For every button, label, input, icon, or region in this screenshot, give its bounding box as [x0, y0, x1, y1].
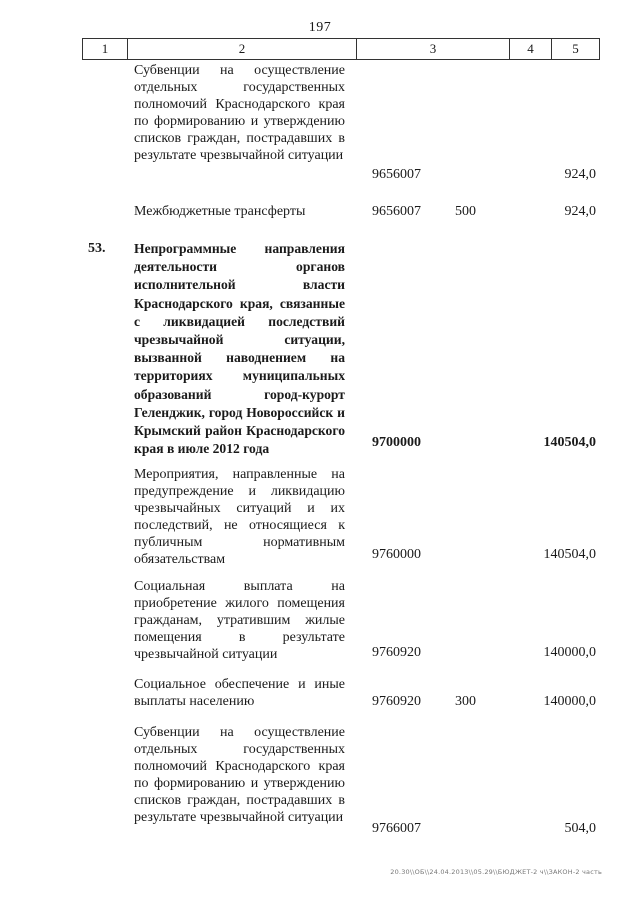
row-amount: 140504,0 [543, 435, 596, 450]
row-expense-type: 500 [455, 204, 476, 219]
row-amount: 504,0 [564, 821, 596, 836]
table-column-header [82, 38, 600, 60]
row-description: Субвенции на осуществление отдельных государственных полномочий Краснодарского края по формированию и утверждению списков граждан, пострадавших в результате чрезвычайной ситуации [134, 63, 345, 163]
row-target-code: 9760920 [372, 645, 421, 660]
row-target-code: 9766007 [372, 821, 421, 836]
row-number: 53. [88, 241, 106, 256]
row-description: Межбюджетные трансферты [134, 204, 306, 219]
page-number: 197 [308, 20, 332, 35]
row-target-code: 9656007 [372, 167, 421, 182]
row-description: Субвенции на осуществление отдельных государственных полномочий Краснодарского края по формированию и утверждению списков граждан, пострадавших в результате чрезвычайной ситуации [134, 725, 345, 825]
row-target-code: 9700000 [372, 435, 421, 450]
row-amount: 140504,0 [543, 547, 596, 562]
column-header-2: 2 [127, 39, 356, 59]
column-header-4: 4 [509, 39, 551, 59]
row-description: Мероприятия, направленные на предупреждение и ликвидацию чрезвычайных ситуаций и их последствий, не относящиеся к публичным нормативным обязательствам [134, 467, 345, 567]
row-description: Непрограммные направления деятельности органов исполнительной власти Краснодарского края, связанные с ликвидацией последствий чрезвычайной ситуации, вызванной наводнением на территориях муниципальных образований город-курорт Геленджик, город Новороссийск и Крымский район Краснодарского края в июле 2012 года [134, 241, 345, 457]
row-amount: 924,0 [564, 167, 596, 182]
row-amount: 140000,0 [543, 694, 596, 709]
row-target-code: 9760920 [372, 694, 421, 709]
row-description: Социальное обеспечение и иные выплаты населению [134, 677, 345, 709]
row-amount: 140000,0 [543, 645, 596, 660]
row-description: Социальная выплата на приобретение жилого помещения гражданам, утратившим жилые помещения в результате чрезвычайной ситуации [134, 579, 345, 662]
column-header-1: 1 [82, 39, 127, 59]
row-target-code: 9656007 [372, 204, 421, 219]
document-file-reference: 20.30\\ОБ\\24.04.2013\\05.29\\БЮДЖЕТ-2 ч\\ЗАКОН-2 часть [390, 868, 602, 876]
row-amount: 924,0 [564, 204, 596, 219]
row-target-code: 9760000 [372, 547, 421, 562]
column-header-5: 5 [551, 39, 600, 59]
column-header-3: 3 [356, 39, 509, 59]
row-expense-type: 300 [455, 694, 476, 709]
